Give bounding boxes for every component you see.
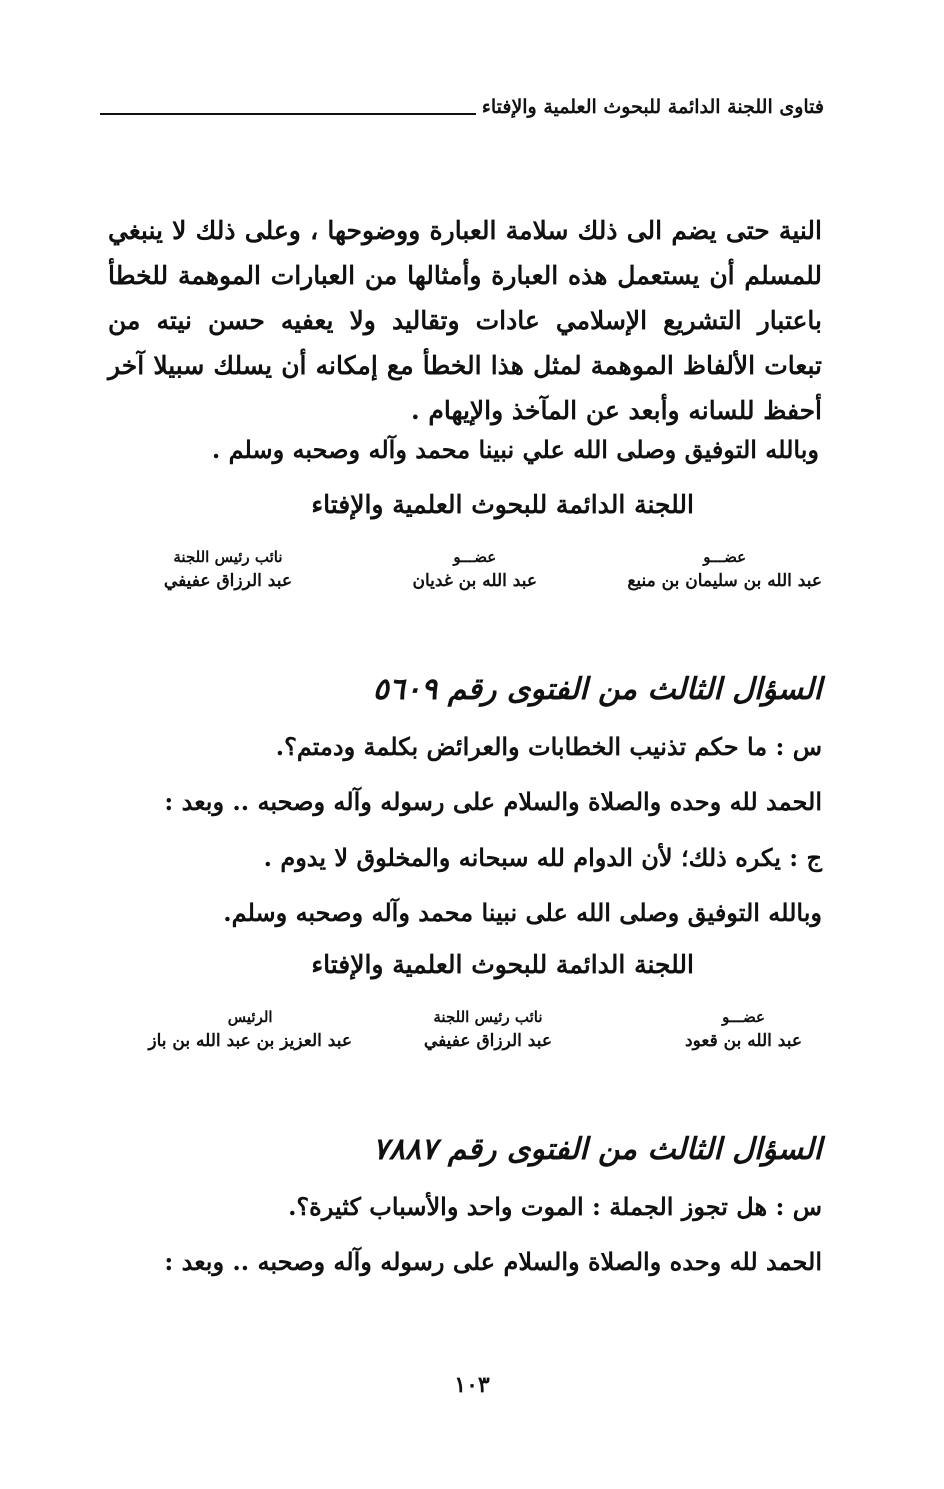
header-title: فتاوى اللجنة الدائمة للبحوث العلمية والإفتاء: [481, 96, 824, 118]
signature-role: نائب رئيس اللجنة: [433, 1008, 543, 1026]
committee-name-2: اللجنة الدائمة للبحوث العلمية والإفتاء: [311, 950, 694, 979]
signature-member-1: [627, 546, 822, 594]
signatures-block-2: [130, 1006, 822, 1066]
signatures-block-1: [130, 546, 822, 606]
signature-member-2: [413, 546, 537, 594]
signature-role: عضـــو: [703, 548, 747, 566]
signature-role: عضـــو: [453, 548, 497, 566]
signature-vice-chair: [424, 1006, 552, 1054]
signature-name: عبد الله بن غديان: [412, 571, 537, 591]
header-rule: [100, 113, 476, 115]
signature-name: عبد الله بن قعود: [685, 1031, 802, 1051]
praise-line-2: الحمد لله وحده والصلاة والسلام على رسوله وآله وصحبه .. وبعد :: [164, 1247, 822, 1276]
signature-role: عضـــو: [722, 1008, 765, 1026]
praise-line-1: الحمد لله وحده والصلاة والسلام على رسوله وآله وصحبه .. وبعد :: [164, 787, 822, 816]
running-header: [100, 98, 824, 117]
signature-member: [685, 1006, 802, 1054]
signature-name: عبد العزيز بن عبد الله بن باز: [148, 1031, 352, 1051]
committee-name-1: اللجنة الدائمة للبحوث العلمية والإفتاء: [311, 490, 694, 519]
signature-role: نائب رئيس اللجنة: [173, 548, 283, 566]
signature-vice-chair: [164, 546, 292, 594]
question-heading-2: السؤال الثالث من الفتوى رقم ٧٨٨٧: [372, 1132, 822, 1167]
question-line-2: س : هل تجوز الجملة : الموت واحد والأسباب كثيرة؟.: [288, 1192, 822, 1221]
closing-line-1: وبالله التوفيق وصلى الله علي نبينا محمد وآله وصحبه وسلم .: [211, 435, 819, 464]
answer-line-1: ج : يكره ذلك؛ لأن الدوام لله سبحانه والمخلوق لا يدوم .: [263, 843, 822, 872]
signature-name: عبد الرزاق عفيفي: [163, 571, 292, 591]
signature-role: الرئيس: [227, 1008, 273, 1026]
body-paragraph: النية حتى يضم الى ذلك سلامة العبارة ووضوحها ، وعلى ذلك لا ينبغي للمسلم أن يستعمل هذه العبارة وأمثالها من العبارات الموهمة للخطأ باعتبار التشريع الإسلامي عادات وتقاليد ولا يعفيه حسن نيته من تبعات الألفاظ الموهمة لمثل هذا الخطأ مع إمكانه أن يسلك سبيلا آخر أحفظ للسانه وأبعد عن المآخذ والإيهام .: [108, 216, 822, 425]
signature-name: عبد الله بن سليمان بن منيع: [627, 571, 822, 591]
page-number: ١٠٣: [454, 1372, 490, 1398]
signature-name: عبد الرزاق عفيفي: [423, 1031, 552, 1051]
question-line-1: س : ما حكم تذنيب الخطابات والعرائض بكلمة ودمتم؟.: [275, 732, 822, 761]
question-heading-1: السؤال الثالث من الفتوى رقم ٥٦٠٩: [372, 672, 822, 707]
closing-line-2: وبالله التوفيق وصلى الله على نبينا محمد وآله وصحبه وسلم.: [223, 898, 822, 927]
signature-chair: [148, 1006, 352, 1054]
